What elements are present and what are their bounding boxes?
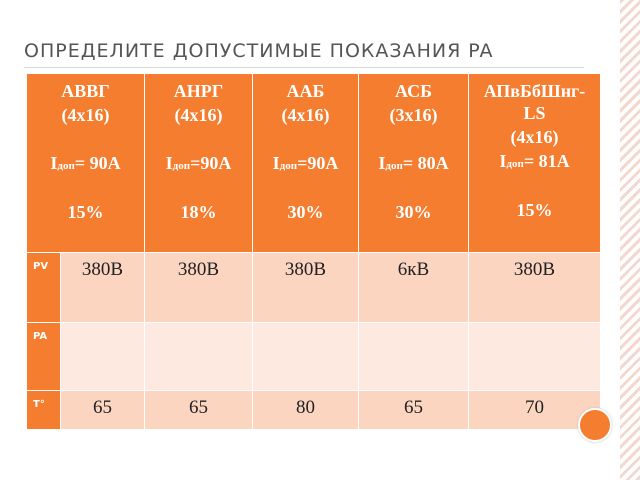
cable-size: (4х16) xyxy=(510,127,559,147)
pv-cell: 6кВ xyxy=(359,253,469,323)
cable-name: ААБ xyxy=(286,81,325,101)
temperature-cell: 65 xyxy=(145,391,253,430)
decorative-stripe xyxy=(620,0,640,480)
allowed-current: Iдоп=90А xyxy=(272,153,339,173)
pa-cell[interactable] xyxy=(145,323,253,391)
header-col-2 xyxy=(145,74,253,253)
allowed-current: Iдоп= 80А xyxy=(378,153,449,173)
percent-value: 30% xyxy=(287,202,324,222)
cable-name: АНРГ xyxy=(173,81,224,101)
temperature-cell: 65 xyxy=(359,391,469,430)
allowed-current: Iдоп=90А xyxy=(165,153,232,173)
pa-cell[interactable] xyxy=(359,323,469,391)
allowed-current: Iдоп= 90А xyxy=(50,153,121,173)
temperature-cell: 70 xyxy=(469,391,601,430)
allowed-current: Iдоп= 81А xyxy=(499,151,570,171)
pv-cell: 380В xyxy=(253,253,359,323)
header-col-4 xyxy=(359,74,469,253)
row-label-pa: PA xyxy=(27,323,61,391)
row-label-temperature: T° xyxy=(27,391,61,430)
cable-name: АСБ xyxy=(394,81,432,101)
title-divider xyxy=(24,67,584,68)
pv-cell: 380В xyxy=(145,253,253,323)
temperature-cell: 65 xyxy=(61,391,145,430)
cable-size: (4х16) xyxy=(61,105,110,125)
percent-value: 18% xyxy=(180,202,217,222)
temperature-cell: 80 xyxy=(253,391,359,430)
percent-value: 15% xyxy=(67,202,104,222)
pa-cell[interactable] xyxy=(253,323,359,391)
next-slide-button[interactable] xyxy=(578,408,612,442)
percent-value: 30% xyxy=(395,202,432,222)
cable-table xyxy=(27,74,601,430)
cable-size: (4х16) xyxy=(281,105,330,125)
header-col-1 xyxy=(27,74,145,253)
cable-name: АПвБбШнг-LS xyxy=(483,81,586,123)
pv-cell: 380В xyxy=(61,253,145,323)
pv-cell: 380В xyxy=(469,253,601,323)
row-label-pv: PV xyxy=(27,253,61,323)
pa-cell[interactable] xyxy=(61,323,145,391)
cable-size: (4х16) xyxy=(174,105,223,125)
header-col-3 xyxy=(253,74,359,253)
cable-size: (3х16) xyxy=(389,105,438,125)
header-col-5 xyxy=(469,74,601,253)
page-title: ОПРЕДЕЛИТЕ ДОПУСТИМЫЕ ПОКАЗАНИЯ PA xyxy=(24,40,494,62)
pa-cell[interactable] xyxy=(469,323,601,391)
cable-name: АВВГ xyxy=(61,81,110,101)
percent-value: 15% xyxy=(516,200,553,220)
